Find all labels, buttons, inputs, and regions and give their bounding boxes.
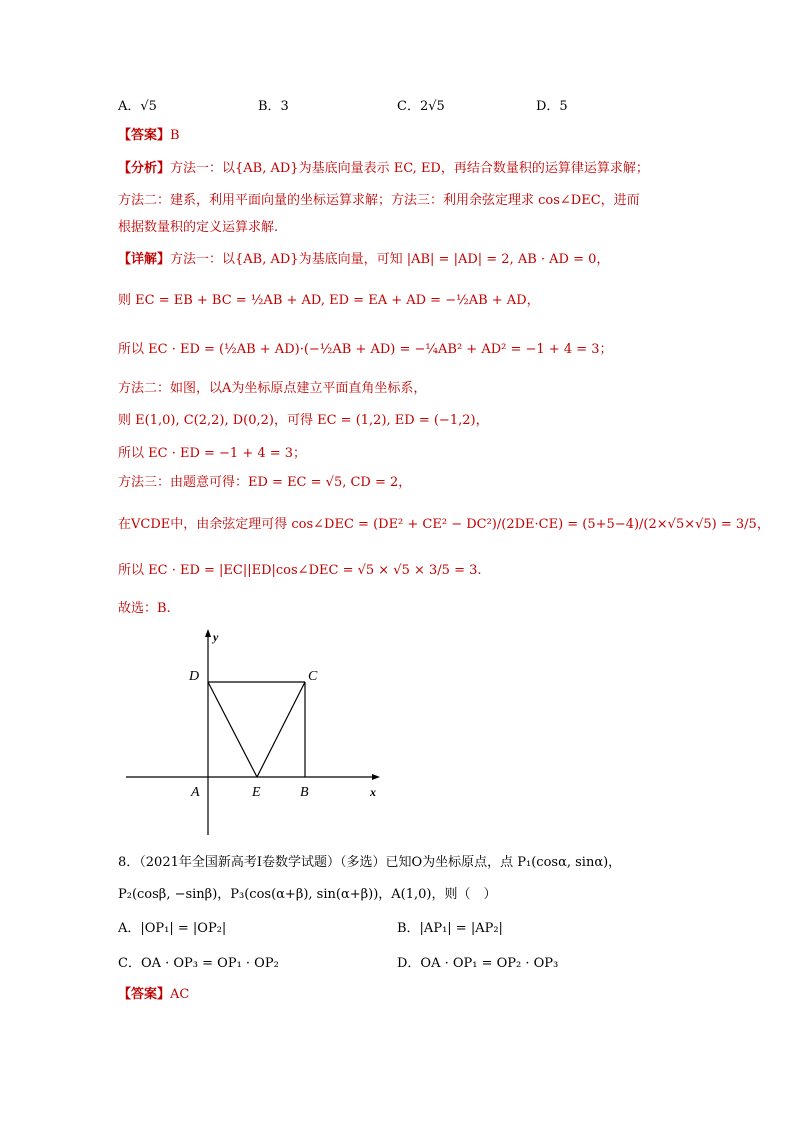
detail-line-3: 所以 EC · ED = (½AB + AD)·(−½AB + AD) = −¼AB² + AD² = −1 + 4 = 3； — [118, 342, 613, 357]
label-e: E — [252, 785, 261, 800]
label-y: y — [213, 630, 219, 644]
answer-tag: 【答案】 — [118, 128, 171, 143]
detail-line-2: 则 EC = EB + BC = ½AB + AD, ED = EA + AD = −½AB + AD， — [118, 293, 540, 308]
q8-option-b: B．|AP₁| = |AP₂| — [397, 921, 503, 936]
detail-line-5: 则 E(1,0), C(2,2), D(0,2)，可得 EC = (1,2), ED = (−1,2)， — [118, 413, 489, 428]
label-a: A — [191, 785, 200, 800]
q8-answer-line — [118, 986, 189, 1004]
q8-option-d: D．OA · OP₁ = OP₂ · OP₃ — [397, 956, 559, 971]
coordinate-figure — [118, 625, 388, 840]
q8-answer-value: AC — [170, 987, 190, 1002]
segment-de — [208, 682, 257, 777]
x-axis-arrow — [372, 774, 380, 780]
analysis-tag: 【分析】 — [118, 161, 171, 176]
label-b: B — [300, 785, 309, 800]
label-c: C — [308, 669, 318, 684]
answer-value: B — [170, 128, 180, 143]
analysis-line-1 — [118, 160, 649, 178]
analysis-text-1: 方法一：以{AB, AD}为基底向量表示 EC, ED，再结合数量积的运算律运算求解； — [170, 161, 649, 176]
detail-line-6: 所以 EC · ED = −1 + 4 = 3； — [118, 446, 307, 461]
q7-option-c: C．2√5 — [397, 99, 445, 114]
q7-answer-line — [118, 127, 180, 145]
q8-stem-line-2: P₂(cosβ, −sinβ)，P₃(cos(α+β), sin(α+β))，A(1,0)，则（ ） — [118, 887, 497, 902]
segment-ce — [257, 682, 305, 777]
conclusion-line: 故选：B. — [118, 601, 171, 616]
label-d: D — [189, 669, 200, 684]
detail-line-9: 所以 EC · ED = |EC||ED|cos∠DEC = √5 × √5 × 3/5 = 3. — [118, 563, 482, 578]
q7-option-d: D．5 — [536, 99, 568, 114]
q8-answer-tag: 【答案】 — [118, 987, 171, 1002]
analysis-line-2: 方法二：建系，利用平面向量的坐标运算求解；方法三：利用余弦定理求 cos∠DEC，进而 — [118, 193, 640, 208]
analysis-line-3: 根据数量积的定义运算求解. — [118, 220, 279, 235]
detail-line-8: 在VCDE中，由余弦定理可得 cos∠DEC = (DE² + CE² − DC²)/(2DE·CE) = (5+5−4)/(2×√5×√5) = 3/5， — [118, 517, 770, 532]
q7-option-a: A．√5 — [118, 99, 157, 114]
y-axis-arrow — [205, 629, 211, 637]
q8-stem-line-1: 8．（2021年全国新高考Ⅰ卷数学试题）（多选）已知O为坐标原点，点 P₁(cosα, sinα)， — [118, 855, 622, 870]
label-x: x — [370, 785, 376, 799]
q8-option-c: C．OA · OP₃ = OP₁ · OP₂ — [118, 956, 279, 971]
detail-tag: 【详解】 — [118, 252, 171, 267]
detail-text-1: 方法一：以{AB, AD}为基底向量，可知 |AB| = |AD| = 2, AB · AD = 0， — [170, 252, 610, 267]
detail-line-7: 方法三：由题意可得：ED = EC = √5, CD = 2， — [118, 475, 412, 490]
q8-option-a: A．|OP₁| = |OP₂| — [118, 921, 227, 936]
detail-line-4: 方法二：如图，以A为坐标原点建立平面直角坐标系， — [118, 381, 427, 396]
q7-option-b: B．3 — [258, 99, 289, 114]
detail-line-1 — [118, 251, 609, 269]
